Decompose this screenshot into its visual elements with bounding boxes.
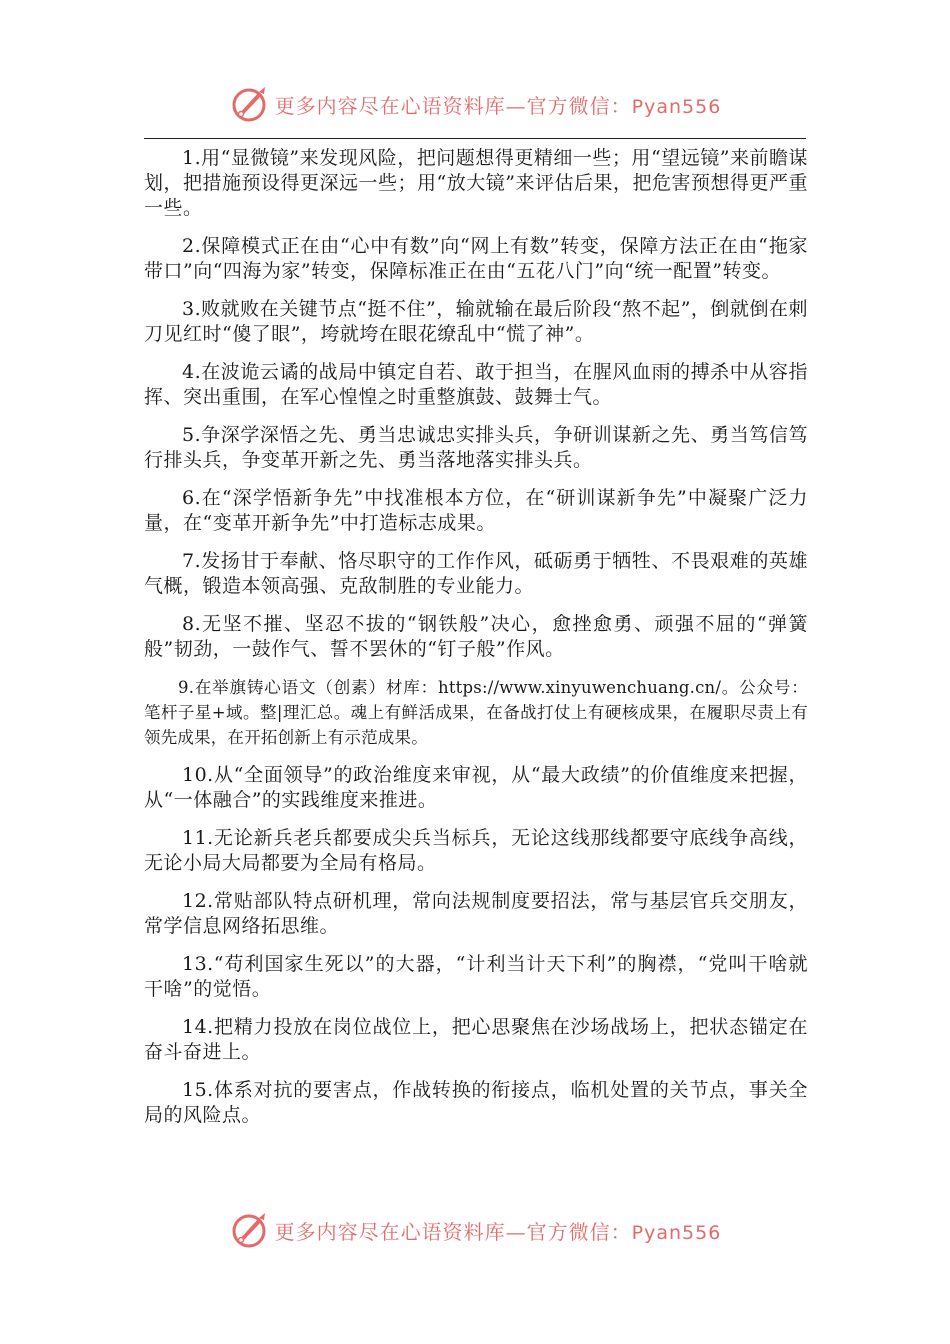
list-item: 7.发扬甘于奉献、恪尽职守的工作作风，砥砺勇于牺牲、不畏艰难的英雄气概，锻造本领高强、克敌制胜的专业能力。 xyxy=(144,550,808,597)
footer-watermark-text: 更多内容尽在心语资料库—官方微信：Pyan556 xyxy=(274,1219,722,1244)
list-item: 11.无论新兵老兵都要成尖兵当标兵，无论这线那线都要守底线争高线，无论小局大局都要为全局有格局。 xyxy=(144,827,808,874)
list-item: 10.从“全面领导”的政治维度来审视，从“最大政绩”的价值维度来把握，从“一体融合”的实践维度来推进。 xyxy=(144,764,808,811)
list-item: 6.在“深学悟新争先”中找准根本方位，在“研训谋新争先”中凝聚广泛力量，在“变革开新争先”中打造标志成果。 xyxy=(144,487,808,534)
footer-watermark xyxy=(0,1210,950,1250)
document-body xyxy=(144,146,808,1141)
quill-logo-icon xyxy=(229,84,269,124)
header-watermark-text: 更多内容尽在心语资料库—官方微信：Pyan556 xyxy=(274,93,722,118)
list-item: 9.在举旗铸心语文（创素）材库：https://www.xinyuwenchuang.cn/。公众号：笔杆子星+域。整|理汇总。魂上有鲜活成果，在备战打仗上有硬核成果，在履职尽责上有领先成果，在开拓创新上有示范成果。 xyxy=(144,678,808,747)
quill-logo-icon xyxy=(229,1210,269,1250)
header-watermark xyxy=(0,84,950,124)
header-divider xyxy=(144,138,806,139)
list-item: 4.在波诡云谲的战局中镇定自若、敢于担当，在腥风血雨的搏杀中从容指挥、突出重围，在军心惶惶之时重整旗鼓、鼓舞士气。 xyxy=(144,361,808,408)
list-item: 3.败就败在关键节点“挺不住”，输就输在最后阶段“熬不起”，倒就倒在刺刀见红时“傻了眼”，垮就垮在眼花缭乱中“慌了神”。 xyxy=(144,298,808,345)
list-item: 12.常贴部队特点研机理，常向法规制度要招法，常与基层官兵交朋友，常学信息网络拓思维。 xyxy=(144,890,808,937)
list-item: 14.把精力投放在岗位战位上，把心思聚焦在沙场战场上，把状态锚定在奋斗奋进上。 xyxy=(144,1016,808,1063)
list-item: 13.“苟利国家生死以”的大器，“计利当计天下利”的胸襟，“党叫干啥就干啥”的觉悟。 xyxy=(144,953,808,1000)
list-item: 2.保障模式正在由“心中有数”向“网上有数”转变，保障方法正在由“拖家带口”向“四海为家”转变，保障标准正在由“五花八门”向“统一配置”转变。 xyxy=(144,235,808,282)
list-item: 1.用“显微镜”来发现风险，把问题想得更精细一些；用“望远镜”来前瞻谋划，把措施预设得更深远一些；用“放大镜”来评估后果，把危害预想得更严重一些。 xyxy=(144,147,808,219)
list-item: 5.争深学深悟之先、勇当忠诚忠实排头兵，争研训谋新之先、勇当笃信笃行排头兵，争变革开新之先、勇当落地落实排头兵。 xyxy=(144,424,808,471)
header-watermark-id: Pyan556 xyxy=(631,95,722,118)
footer-watermark-id: Pyan556 xyxy=(631,1221,722,1244)
list-item: 8.无坚不摧、坚忍不拔的“钢铁般”决心，愈挫愈勇、顽强不屈的“弹簧般”韧劲，一鼓作气、誓不罢休的“钉子般”作风。 xyxy=(144,613,808,660)
list-item: 15.体系对抗的要害点，作战转换的衔接点，临机处置的关节点，事关全局的风险点。 xyxy=(144,1079,808,1126)
